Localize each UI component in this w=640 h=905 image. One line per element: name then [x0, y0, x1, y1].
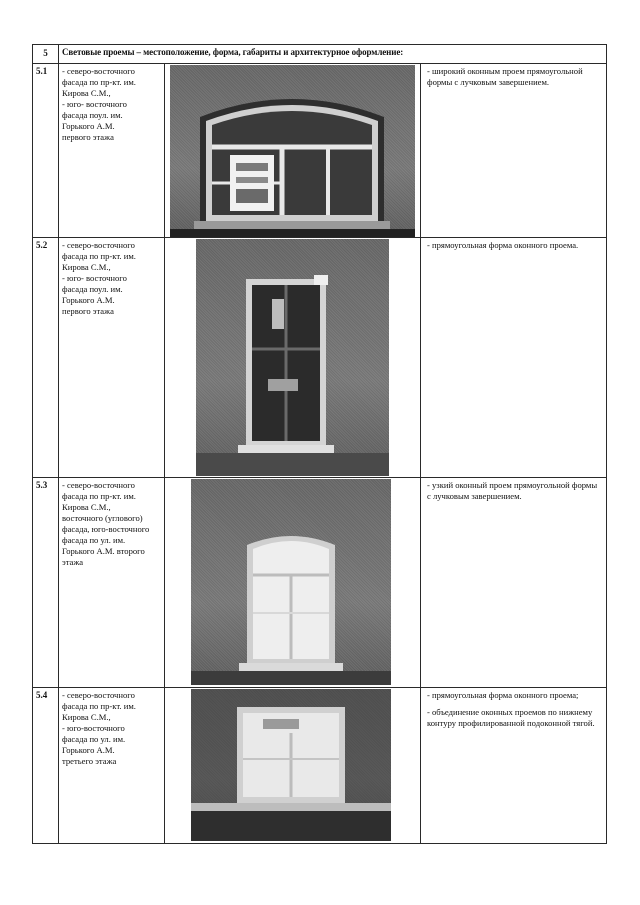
location-text: - северо-восточного фасада по пр-кт. им. Кирова С.М., - юго- восточного фасада поул. им. Горького А.М. первого этажа: [59, 238, 165, 478]
location-text: - северо-восточного фасада по пр-кт. им. Кирова С.М., - юго-восточного фасада по ул. им. Горького А.М. третьего этажа: [59, 688, 165, 844]
rectangular-window-photo: [196, 239, 389, 476]
photo-cell: [165, 688, 421, 844]
description-line: - прямоугольная форма оконного проема.: [427, 240, 579, 250]
table-row: [33, 478, 607, 688]
description-line: - объединение оконных проемов по нижнему контуру профилированной подоконной тягой.: [427, 707, 595, 728]
location-text: - северо-восточного фасада по пр-кт. им. Кирова С.М., восточного (углового) фасада, юго-восточного фасада по ул. им. Горького А.М. второго этажа: [59, 478, 165, 688]
row-number: 5.2: [33, 238, 59, 478]
section-number: 5: [33, 45, 59, 64]
description-cell: [421, 238, 607, 478]
description-line: - узкий оконный проем прямоугольной формы с лучковым завершением.: [427, 480, 598, 501]
description-line: - широкий оконным проем прямоугольной формы с лучковым завершением.: [427, 66, 583, 87]
table-header-row: [33, 45, 607, 64]
table-row: [33, 688, 607, 844]
photo-cell: [165, 238, 421, 478]
table-row: [33, 238, 607, 478]
row-number: 5.3: [33, 478, 59, 688]
description-cell: [421, 478, 607, 688]
window-openings-table: [32, 44, 607, 844]
description-line: - прямоугольная форма оконного проема;: [427, 690, 579, 700]
table-row: [33, 64, 607, 238]
row-number: 5.4: [33, 688, 59, 844]
description-cell: [421, 64, 607, 238]
location-text: - северо-восточного фасада по пр-кт. им. Кирова С.М., - юго- восточного фасада поул. им. Горького А.М. первого этажа: [59, 64, 165, 238]
section-title: Световые проемы – местоположение, форма, габариты и архитектурное оформление:: [59, 45, 607, 64]
narrow-arched-window-photo: [191, 479, 391, 685]
photo-cell: [165, 64, 421, 238]
window-with-sill-cornice-photo: [191, 689, 391, 841]
photo-cell: [165, 478, 421, 688]
wide-arched-window-photo: [170, 65, 415, 237]
description-cell: [421, 688, 607, 844]
row-number: 5.1: [33, 64, 59, 238]
